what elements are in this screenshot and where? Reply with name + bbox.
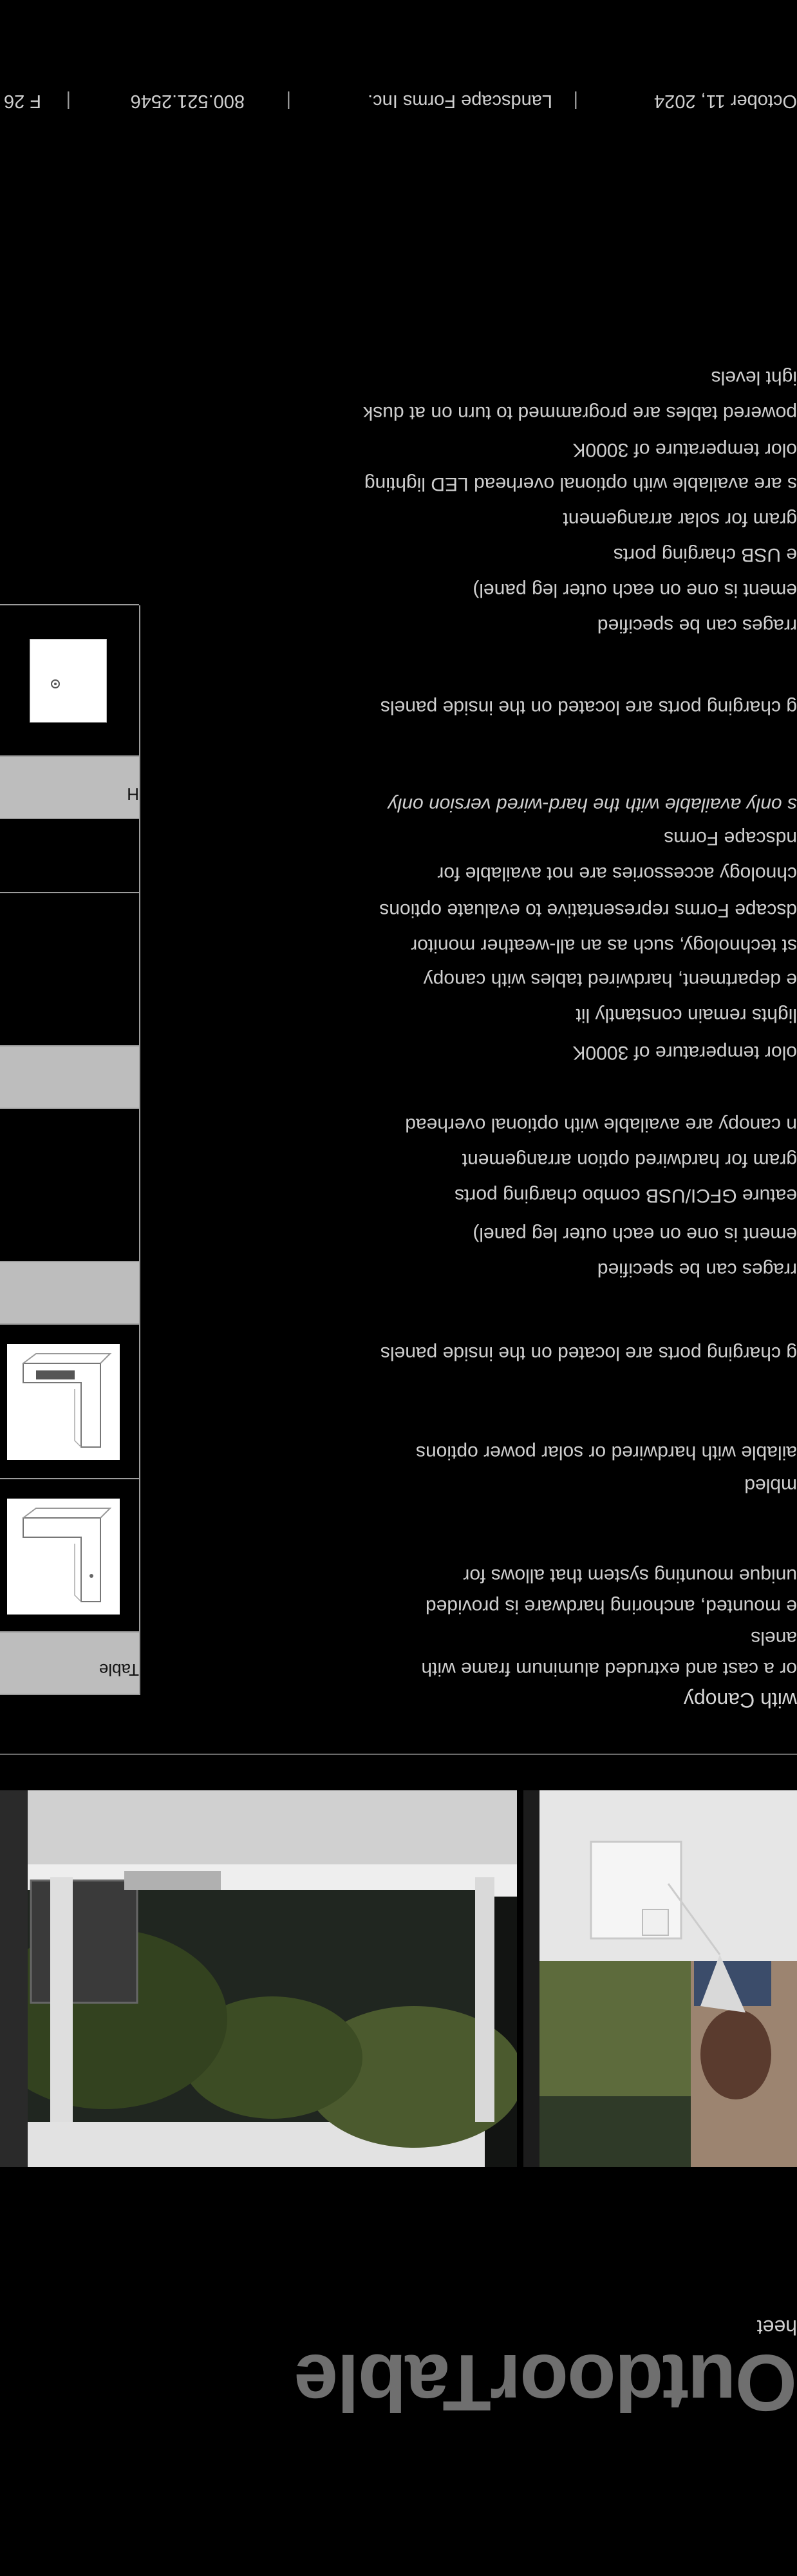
spec-line: chnology accessories are not available for — [437, 863, 797, 884]
table-drawing — [7, 1344, 120, 1460]
spec-line: eature GFCI/USB combo charging ports — [455, 1185, 797, 1206]
section-title: with Canopy — [683, 1689, 797, 1712]
footer-separator: | — [66, 91, 71, 111]
spec-line: ement is one on each outer leg panel) — [473, 580, 797, 601]
spec-line: rrages can be specified — [597, 615, 797, 636]
spec-line: g charging ports are located on the inside panels — [380, 697, 797, 718]
table-cell — [0, 604, 139, 758]
product-photo-night — [0, 1790, 517, 2167]
page-subtitle: heet — [756, 2316, 797, 2339]
table-header-label: H — [127, 784, 139, 804]
table-drawing — [30, 639, 107, 723]
page-footer — [0, 86, 797, 111]
spec-line: or a cast and extruded aluminum frame with — [421, 1658, 797, 1680]
spec-line: ement is one on each outer leg panel) — [473, 1224, 797, 1245]
table-header — [0, 755, 139, 819]
spec-line: rrages can be specified — [597, 1259, 797, 1280]
spec-line: s are available with optional overhead LED lighting — [364, 473, 797, 495]
table-header — [0, 1045, 139, 1109]
footer-separator: | — [286, 91, 291, 111]
spec-line: olor temperature of 3000K — [572, 1042, 797, 1063]
spec-line: e mounted, anchoring hardware is provided — [425, 1596, 797, 1617]
spec-line: e department, hardwired tables with canopy — [423, 969, 797, 990]
footer-fax: F 26 — [3, 91, 41, 111]
spec-line: lights remain constantly lit — [576, 1005, 797, 1026]
table-header-label: Table — [98, 1660, 139, 1680]
spec-line: ight levels — [711, 367, 797, 388]
spec-line: g charging ports are located on the inside panels — [380, 1343, 797, 1364]
spec-line: ailable with hardwired or solar power options — [416, 1442, 797, 1463]
table-header — [0, 1261, 139, 1325]
footer-separator: | — [573, 91, 578, 111]
spec-line: n canopy are available with optional overhead — [405, 1114, 797, 1135]
footer-phone: 800.521.2546 — [130, 91, 245, 111]
spec-note: s only available with the hard-wired version only — [388, 794, 797, 815]
spec-line: dscape Forms representative to evaluate options — [379, 900, 797, 921]
table-cell — [0, 1478, 139, 1634]
spec-line: gram for solar arrangement — [563, 509, 797, 530]
spec-line: gram for hardwired option arrangement — [462, 1150, 797, 1171]
spec-line: mbled — [744, 1475, 797, 1496]
table-drawing — [7, 1499, 120, 1615]
spec-line: e USB charging ports — [613, 544, 797, 565]
spec-line: olor temperature of 3000K — [572, 439, 797, 460]
spec-line: unique mounting system that allows for — [463, 1565, 797, 1586]
page-title: OutdoorTable — [295, 2338, 797, 2427]
table-cell — [0, 892, 139, 1048]
spec-line: powered tables are programmed to turn on at dusk — [363, 402, 797, 424]
product-photo-usage — [523, 1790, 797, 2167]
spec-line: st technology, such as an all-weather monitor — [411, 935, 797, 956]
spec-line: anels — [751, 1627, 797, 1649]
table-header — [0, 1631, 139, 1695]
table-cell — [0, 1323, 139, 1479]
footer-company: Landscape Forms Inc. — [368, 91, 552, 111]
options-table — [0, 605, 140, 1695]
section-divider — [0, 1754, 797, 1755]
spec-line: ndscape Forms — [664, 828, 797, 849]
footer-date: October 11, 2024 — [654, 91, 797, 111]
table-cell — [0, 1108, 139, 1264]
